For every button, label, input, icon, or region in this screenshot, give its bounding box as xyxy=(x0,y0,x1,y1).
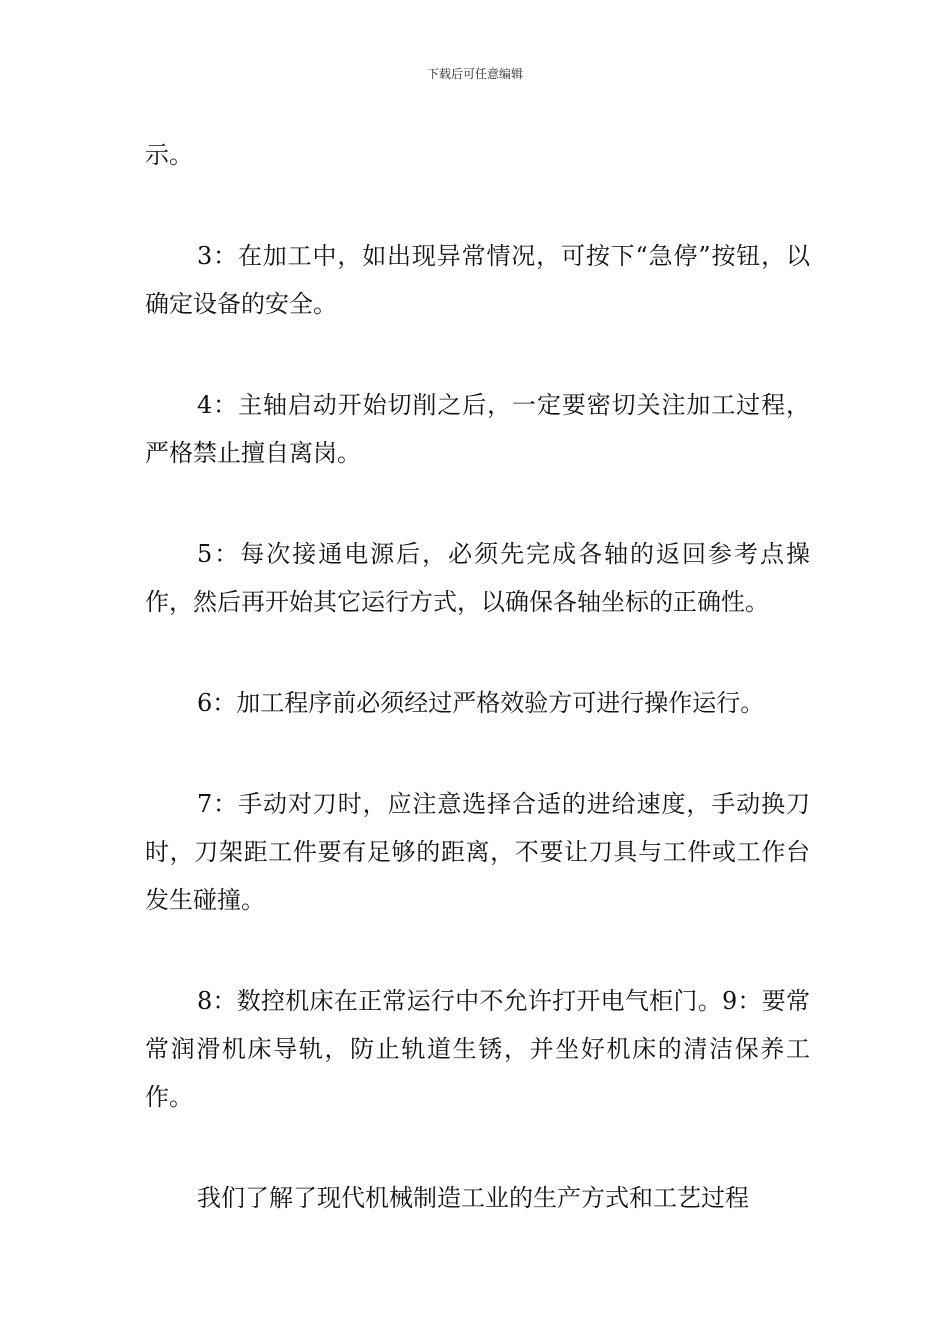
paragraph-item-8-9: 8：数控机床在正常运行中不允许打开电气柜门。9：要常常润滑机床导轨，防止轨道生锈，并坐好机床的清洁保养工作。 xyxy=(145,987,810,1111)
paragraph-item-6: 6：加工程序前必须经过严格效验方可进行操作运行。 xyxy=(197,689,765,717)
paragraph-item-5: 5：每次接通电源后，必须先完成各轴的返回参考点操作，然后再开始其它运行方式，以确保各轴坐标的正确性。 xyxy=(145,540,810,616)
page-header: 下载后可任意编辑 xyxy=(426,67,523,81)
paragraph-item-7: 7：手动对刀时，应注意选择合适的进给速度，手动换刀时，刀架距工件要有足够的距离，不要让刀具与工件或工作台发生碰撞。 xyxy=(145,790,810,914)
paragraph-continuation: 示。 xyxy=(145,141,193,169)
document-body xyxy=(145,131,810,1275)
paragraph-summary: 我们了解了现代机械制造工业的生产方式和工艺过程 xyxy=(197,1184,749,1212)
paragraph-item-4: 4：主轴启动开始切削之后，一定要密切关注加工过程，严格禁止擅自离岗。 xyxy=(145,391,810,467)
paragraph-item-3: 3：在加工中，如出现异常情况，可按下“急停”按钮，以确定设备的安全。 xyxy=(145,242,810,318)
